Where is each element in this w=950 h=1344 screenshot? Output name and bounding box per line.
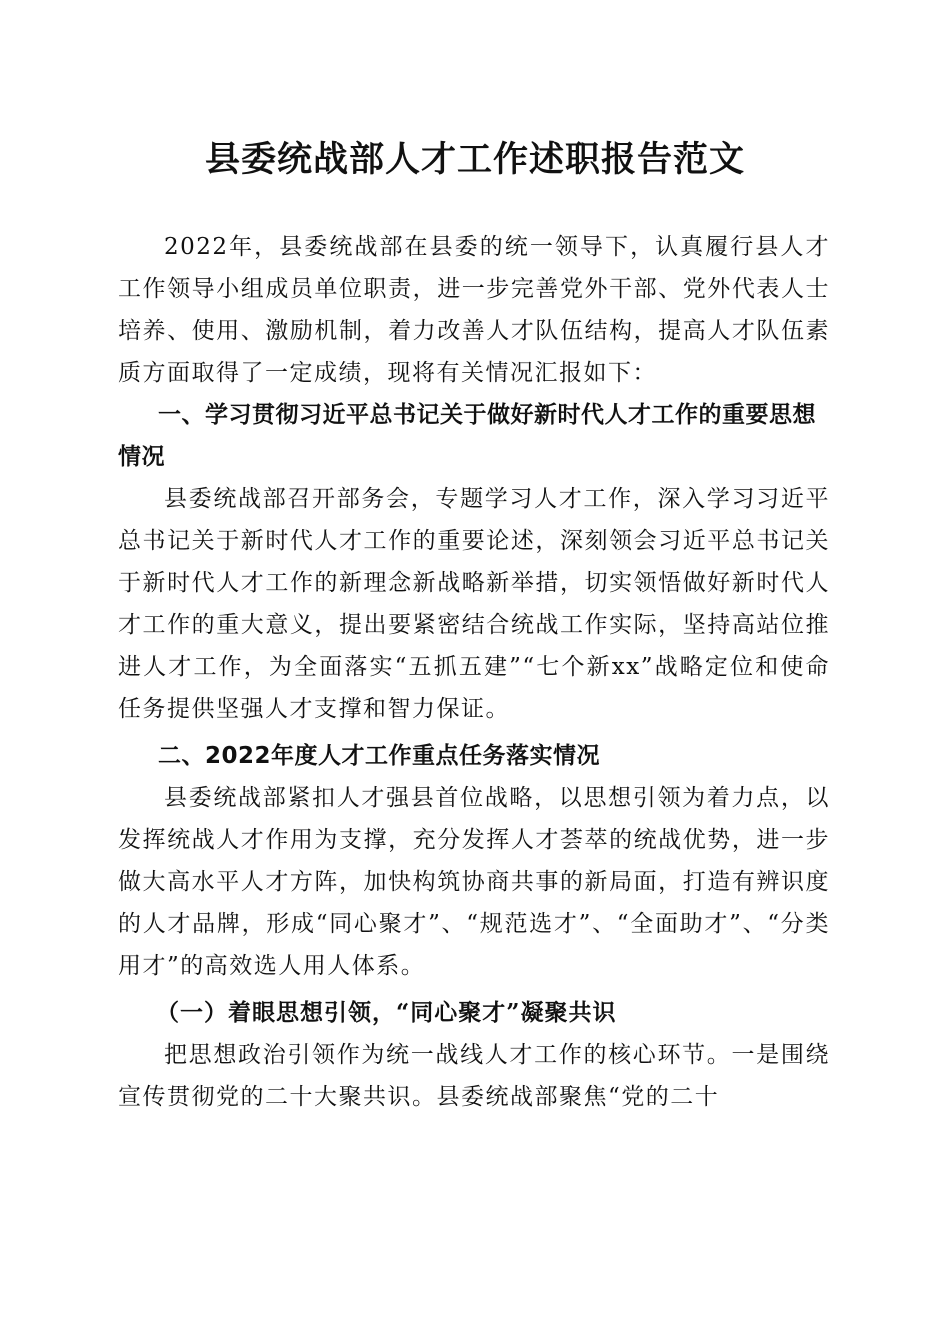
- intro-paragraph: 2022年，县委统战部在县委的统一领导下，认真履行县人才工作领导小组成员单位职责，进一步完善党外干部、党外代表人士培养、使用、激励机制，着力改善人才队伍结构，提高人才队伍素质方面取得了一定成绩，现将有关情况汇报如下：: [118, 234, 830, 386]
- document-body: [118, 226, 830, 1118]
- section-2-paragraph: 县委统战部紧扣人才强县首位战略，以思想引领为着力点，以发挥统战人才作用为支撑，充分发挥人才荟萃的统战优势，进一步做大高水平人才方阵，加快构筑协商共事的新局面，打造有辨识度的人才品牌，形成“同心聚才”、“规范选才”、“全面助才”、“分类用才”的高效选人用人体系。: [118, 785, 830, 979]
- document-title: 县委统战部人才工作述职报告范文: [204, 139, 745, 180]
- subsection-1-paragraph: 把思想政治引领作为统一战线人才工作的核心环节。一是围绕宣传贯彻党的二十大聚共识。县委统战部聚焦“党的二十: [118, 1042, 830, 1110]
- subsection-1-heading: （一）着眼思想引领，“同心聚才”凝聚共识: [156, 999, 617, 1026]
- section-1-paragraph: 县委统战部召开部务会，专题学习人才工作，深入学习习近平总书记关于新时代人才工作的重要论述，深刻领会习近平总书记关于新时代人才工作的新理念新战略新举措，切实领悟做好新时代人才工作的重大意义，提出要紧密结合统战工作实际，坚持高站位推进人才工作，为全面落实“五抓五建”“七个新xx”战略定位和使命任务提供坚强人才支撑和智力保证。: [118, 486, 830, 722]
- section-2-heading: 二、2022年度人才工作重点任务落实情况: [158, 743, 601, 769]
- section-1-heading: 一、学习贯彻习近平总书记关于做好新时代人才工作的重要思想情况: [118, 402, 816, 470]
